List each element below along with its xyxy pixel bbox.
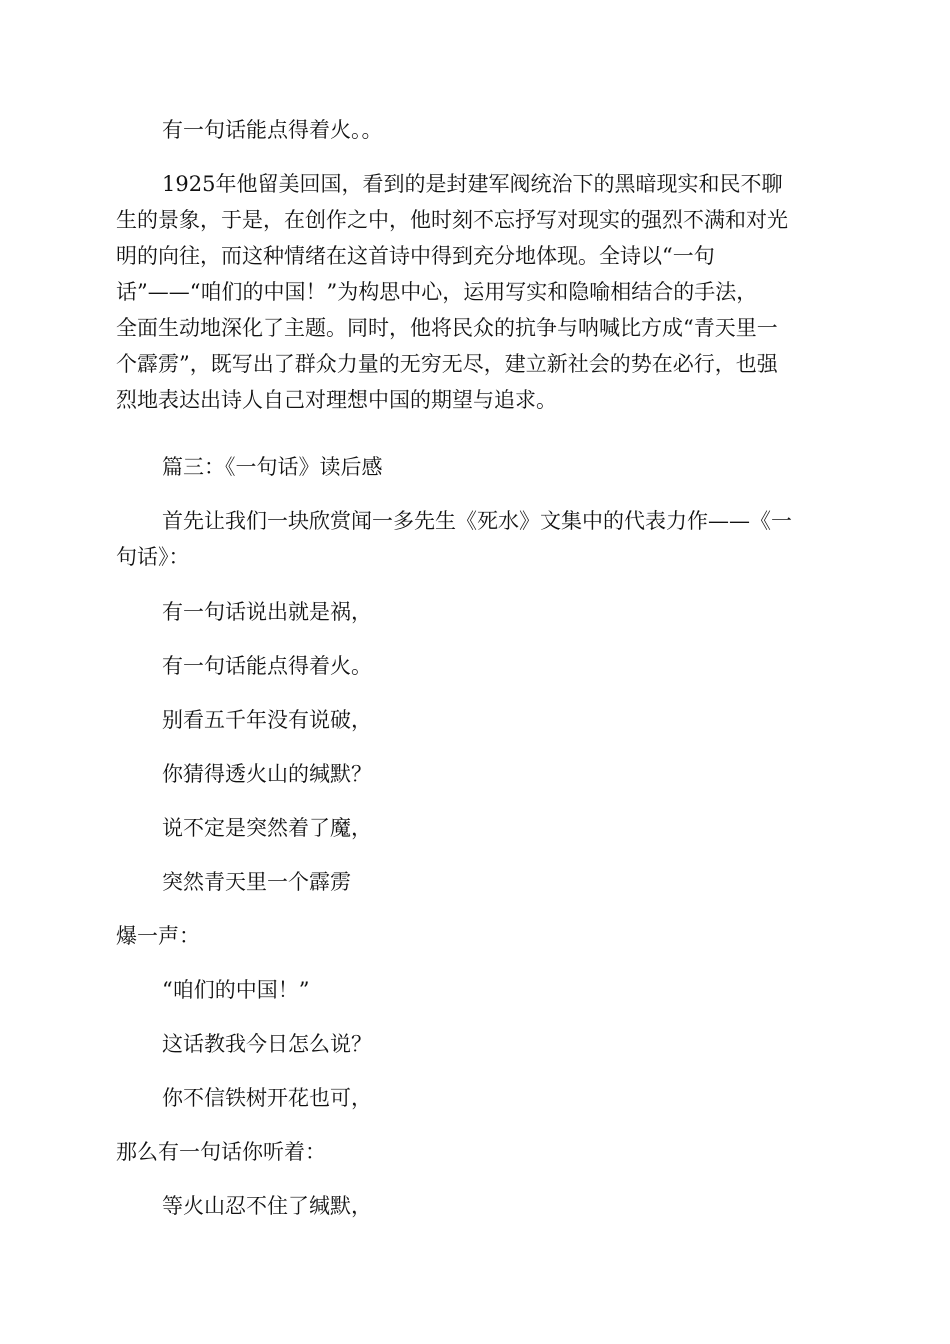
poem-text: 这话教我今日怎么说？ bbox=[162, 1032, 372, 1056]
poem-text: 突然青天里一个霹雳 bbox=[162, 870, 351, 894]
poem-text: 等火山忍不住了缄默， bbox=[162, 1194, 372, 1218]
poem-text: 有一句话能点得着火。 bbox=[162, 654, 372, 678]
poem-line-2 bbox=[116, 648, 836, 684]
poem-text: 那么有一句话你听着： bbox=[116, 1140, 326, 1164]
poem-text: 说不定是突然着了魔， bbox=[162, 816, 372, 840]
text-line: 生的景象，于是，在创作之中，他时刻不忘抒写对现实的强烈不满和对光 bbox=[116, 208, 788, 232]
text-line: 个霹雳”，既写出了群众力量的无穷无尽，建立新社会的势在必行，也强 bbox=[116, 352, 778, 376]
poem-text: 你猜得透火山的缄默？ bbox=[162, 762, 372, 786]
text-line: 1925年他留美回国，看到的是封建军阀统治下的黑暗现实和民不聊 bbox=[162, 172, 783, 196]
text-line: 全面生动地深化了主题。同时，他将民众的抗争与呐喊比方成“青天里一 bbox=[116, 316, 778, 340]
poem-line-4 bbox=[116, 756, 836, 792]
heading-text: 篇三：《一句话》读后感 bbox=[162, 455, 383, 479]
poem-line-6 bbox=[116, 864, 836, 900]
text-line: 有一句话能点得着火。。 bbox=[162, 118, 383, 142]
poem-line-7 bbox=[116, 918, 836, 954]
poem-text: 有一句话说出就是祸， bbox=[162, 600, 372, 624]
text-line: 话”——“咱们的中国！”为构思中心，运用写实和隐喻相结合的手法， bbox=[116, 280, 758, 304]
poem-line-1 bbox=[116, 594, 836, 630]
poem-line-9 bbox=[116, 1026, 836, 1062]
paragraph-1 bbox=[116, 112, 836, 148]
poem-text: 你不信铁树开花也可， bbox=[162, 1086, 372, 1110]
text-line: 烈地表达出诗人自己对理想中国的期望与追求。 bbox=[116, 388, 557, 412]
poem-line-8 bbox=[116, 972, 836, 1008]
poem-text: “咱们的中国！” bbox=[162, 978, 310, 1002]
poem-text: 别看五千年没有说破， bbox=[162, 708, 372, 732]
text-line: 句话》： bbox=[116, 545, 190, 569]
text-line: 明的向往，而这种情绪在这首诗中得到充分地体现。全诗以“一句 bbox=[116, 244, 715, 268]
poem-text: 爆一声： bbox=[116, 924, 200, 948]
poem-line-10 bbox=[116, 1080, 836, 1116]
paragraph-2 bbox=[116, 166, 836, 418]
text-line: 首先让我们一块欣赏闻一多先生《死水》文集中的代表力作——《一 bbox=[162, 509, 792, 533]
paragraph-4 bbox=[116, 503, 836, 575]
poem-line-5 bbox=[116, 810, 836, 846]
poem-line-3 bbox=[116, 702, 836, 738]
poem-line-11 bbox=[116, 1134, 836, 1170]
poem-line-12 bbox=[116, 1188, 836, 1224]
section-heading bbox=[116, 449, 836, 485]
